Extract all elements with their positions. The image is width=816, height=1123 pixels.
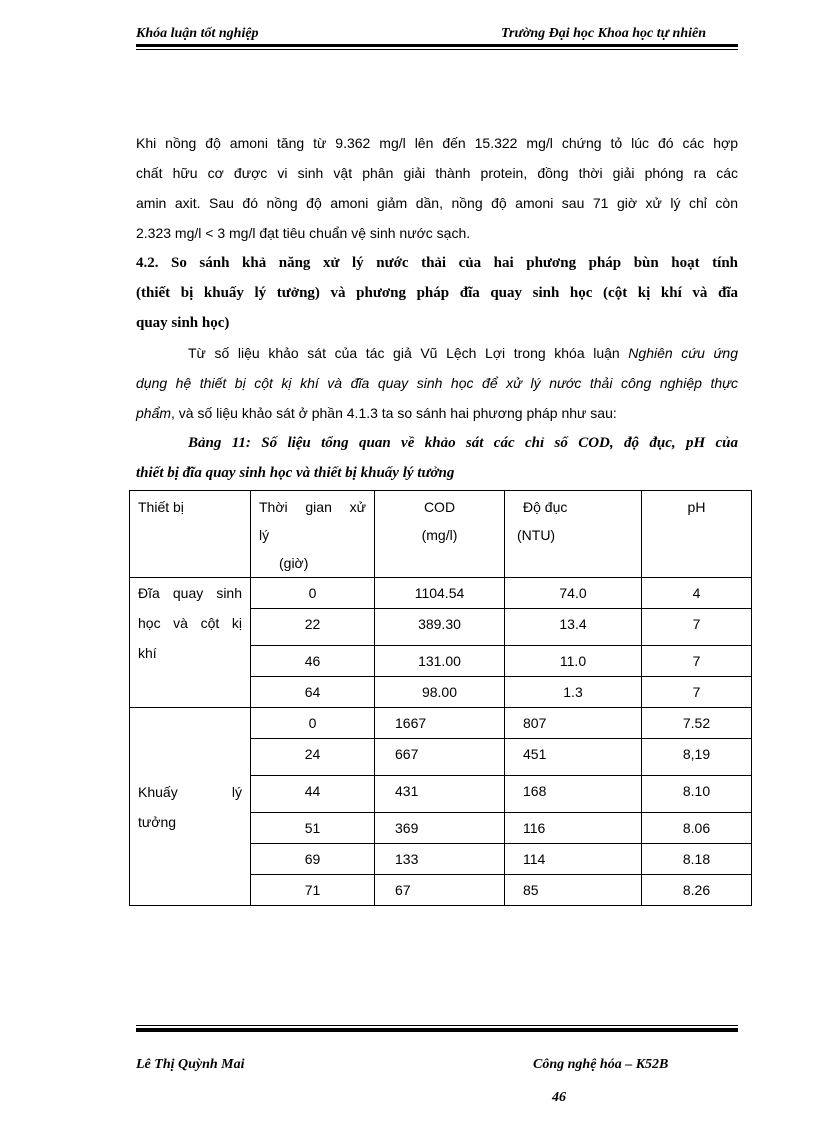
cell-turbidity: 116 xyxy=(505,813,642,844)
device-line: Đĩa quay sinh xyxy=(138,585,242,601)
cell-ph: 8.18 xyxy=(642,844,752,875)
cell-cod: 1104.54 xyxy=(375,578,505,609)
paragraph-text: , và số liệu khảo sát ở phần 4.1.3 ta so sánh hai phương pháp như sau: xyxy=(171,405,617,421)
paragraph-line: chất hữu cơ được vi sinh vật phân giải thành protein, đồng thời giải phóng ra các xyxy=(136,165,738,181)
device-line: tưởng xyxy=(138,813,177,830)
footer-rule-thin xyxy=(136,1025,738,1026)
cell-time: 46 xyxy=(251,646,375,677)
heading-line: quay sinh học) xyxy=(136,315,230,331)
caption-line: Bảng 11: Số liệu tổng quan về khảo sát các chỉ số COD, độ đục, pH của xyxy=(188,435,738,451)
cell-ph: 7.52 xyxy=(642,708,752,739)
cell-turbidity: 807 xyxy=(505,708,642,739)
device-cell-ideal-mixer xyxy=(130,708,251,906)
table-header-row xyxy=(130,491,752,578)
header-time-line1: Thời gian xử xyxy=(259,499,366,515)
header-cod-line2: (mg/l) xyxy=(421,527,458,543)
data-table xyxy=(129,490,752,906)
header-turbidity-line2: (NTU) xyxy=(517,527,556,543)
paragraph-italic: phẩm xyxy=(136,405,172,421)
cell-turbidity: 168 xyxy=(505,776,642,813)
caption-line: thiết bị đĩa quay sinh học và thiết bị khuấy lý tưởng xyxy=(136,465,455,481)
cell-ph: 8.10 xyxy=(642,776,752,813)
paragraph-italic: Nghiên cứu ứng xyxy=(628,345,738,361)
cell-cod: 1667 xyxy=(375,708,505,739)
cell-time: 71 xyxy=(251,875,375,906)
cell-cod: 133 xyxy=(375,844,505,875)
header-turbidity xyxy=(505,491,642,578)
paragraph-italic: dụng hệ thiết bị cột kị khí và đĩa quay sinh học để xử lý nước thải công nghiệp thực xyxy=(136,375,738,391)
cell-turbidity: 114 xyxy=(505,844,642,875)
footer-rule-thick xyxy=(136,1028,738,1032)
cell-ph: 7 xyxy=(642,677,752,708)
device-line: khí xyxy=(138,645,157,661)
cell-turbidity: 1.3 xyxy=(505,677,642,708)
header-device: Thiết bị xyxy=(130,491,251,578)
cell-cod: 131.00 xyxy=(375,646,505,677)
paragraph-line xyxy=(136,368,738,398)
paragraph-line: 2.323 mg/l < 3 mg/l đạt tiêu chuẩn vệ sinh nước sạch. xyxy=(136,225,471,241)
page-number: 46 xyxy=(552,1090,566,1105)
header-right: Trường Đại học Khoa học tự nhiên xyxy=(500,26,706,41)
cell-turbidity: 13.4 xyxy=(505,609,642,646)
cell-time: 0 xyxy=(251,708,375,739)
cell-cod: 667 xyxy=(375,739,505,776)
footer-author: Lê Thị Quỳnh Mai xyxy=(136,1057,245,1072)
heading-line: 4.2. So sánh khả năng xử lý nước thải của hai phương pháp bùn hoạt tính xyxy=(136,255,738,271)
cell-time: 69 xyxy=(251,844,375,875)
section-heading-4-2 xyxy=(136,248,738,338)
cell-turbidity: 451 xyxy=(505,739,642,776)
cell-time: 51 xyxy=(251,813,375,844)
paragraph-line xyxy=(136,338,738,368)
page-header xyxy=(136,26,738,46)
paragraph-line: Khi nồng độ amoni tăng từ 9.362 mg/l lên đến 15.322 mg/l chứng tỏ lúc đó các hợp xyxy=(136,135,738,151)
table-row xyxy=(130,708,752,739)
cell-time: 22 xyxy=(251,609,375,646)
cell-cod: 431 xyxy=(375,776,505,813)
device-line xyxy=(138,777,242,807)
cell-time: 44 xyxy=(251,776,375,813)
header-cod-line1: COD xyxy=(423,499,456,515)
header-rule-thin xyxy=(136,49,738,50)
cell-ph: 7 xyxy=(642,646,752,677)
device-word: lý xyxy=(231,783,242,800)
cell-cod: 389.30 xyxy=(375,609,505,646)
cell-turbidity: 85 xyxy=(505,875,642,906)
header-time-line2: lý xyxy=(259,527,270,543)
header-ph: pH xyxy=(642,491,752,578)
paragraph-line xyxy=(136,398,738,428)
cell-ph: 8,19 xyxy=(642,739,752,776)
table-caption xyxy=(136,428,738,488)
header-cod xyxy=(375,491,505,578)
cell-turbidity: 74.0 xyxy=(505,578,642,609)
cell-ph: 7 xyxy=(642,609,752,646)
header-time-line3: (giờ) xyxy=(279,555,309,571)
footer-class: Công nghệ hóa – K52B xyxy=(533,1057,669,1072)
cell-time: 0 xyxy=(251,578,375,609)
cell-turbidity: 11.0 xyxy=(505,646,642,677)
cell-ph: 8.06 xyxy=(642,813,752,844)
cell-time: 24 xyxy=(251,739,375,776)
cell-cod: 98.00 xyxy=(375,677,505,708)
header-rule-thick xyxy=(136,44,738,47)
table-row xyxy=(130,578,752,609)
cell-ph: 4 xyxy=(642,578,752,609)
header-left: Khóa luận tốt nghiệp xyxy=(136,26,259,41)
device-cell-rotating-disc xyxy=(130,578,251,708)
device-word: Khuấy xyxy=(138,783,178,800)
cell-ph: 8.26 xyxy=(642,875,752,906)
paragraph-comparison xyxy=(136,338,738,428)
header-time xyxy=(251,491,375,578)
heading-line: (thiết bị khuấy lý tưởng) và phương pháp đĩa quay sinh học (cột kị khí và đĩa xyxy=(136,285,738,301)
paragraph-line: amin axit. Sau đó nồng độ amoni giảm dần, nồng độ amoni sau 71 giờ xử lý chỉ còn xyxy=(136,195,738,211)
paragraph-ammonia xyxy=(136,128,738,248)
cell-cod: 369 xyxy=(375,813,505,844)
cell-cod: 67 xyxy=(375,875,505,906)
cell-time: 64 xyxy=(251,677,375,708)
device-line: học và cột kị xyxy=(138,615,242,631)
header-turbidity-line1: Độ đục xyxy=(523,499,568,515)
paragraph-text: Từ số liệu khảo sát của tác giả Vũ Lệch Lợi trong khóa luận xyxy=(188,345,629,361)
